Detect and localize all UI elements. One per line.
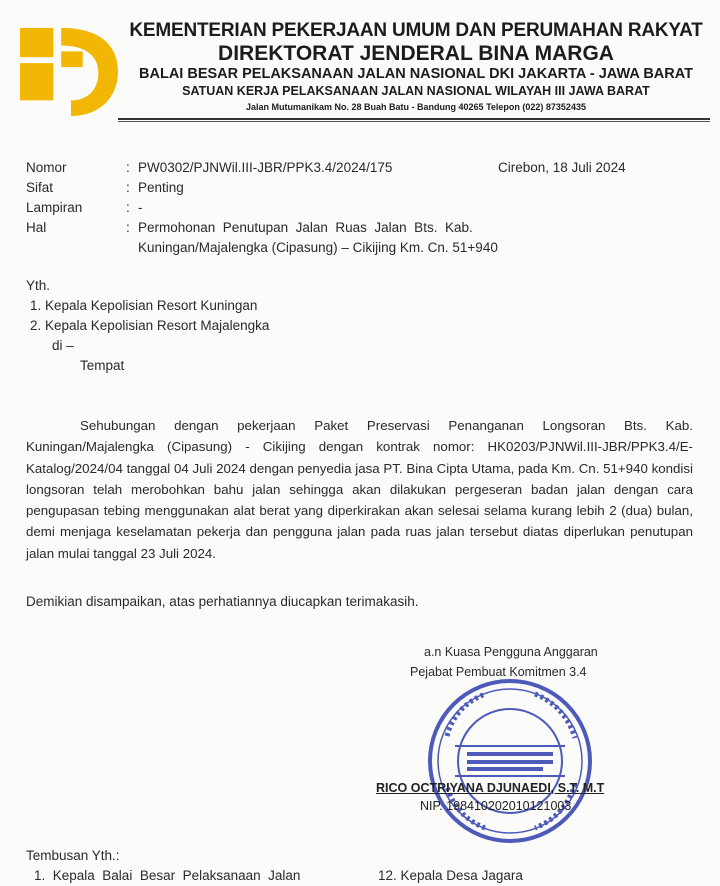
pu-logo-icon xyxy=(20,22,118,120)
lampiran-value: - xyxy=(138,200,143,215)
kop-divider xyxy=(118,118,710,120)
signature-line-1: a.n Kuasa Pengguna Anggaran xyxy=(424,645,598,659)
sifat-value: Penting xyxy=(138,180,184,195)
lampiran-colon: : xyxy=(126,200,130,215)
sifat-colon: : xyxy=(126,180,130,195)
kop-address: Jalan Mutumanikam No. 28 Buah Batu - Bandung 40265 Telepon (022) 87352435 xyxy=(246,102,586,112)
signatory-nip: NIP. 198410202010121003 xyxy=(420,799,572,813)
di-label: di – xyxy=(52,338,74,353)
cc-title: Tembusan Yth.: xyxy=(26,848,120,863)
yth-label: Yth. xyxy=(26,278,51,293)
recipient-2: 2. Kepala Kepolisian Resort Majalengka xyxy=(30,318,270,333)
sifat-label: Sifat xyxy=(26,180,54,195)
tempat-label: Tempat xyxy=(80,358,125,373)
body-paragraph: Sehubungan dengan pekerjaan Paket Preservasi Penanganan Longsoran Bts. Kab. Kuningan/Majalengka (Cipasung) - Cikijing dengan kontrak nomor: HK0203/PJNWil.III-JBR/PPK3.4/E-Katalog/2024/04 tanggal 04 Juli 2024 dengan penyedia jasa PT. Bina Cipta Utama, pada Km. Cn. 51+940 kondisi longsoran telah merobohkan bahu jalan sehingga akan dilakukan pergeseran badan jalan dengan cara pengupasan tebing menggunakan alat berat yang diperkirakan akan selesai selama kurang lebih 2 (dua) bulan, demi menjaga keselamatan pekerja dan pengguna jalan pada ruas jalan tersebut diatas diperlukan penutupan jalan mulai tanggal 23 Juli 2024. xyxy=(26,418,693,561)
nomor-value: PW0302/PJNWil.III-JBR/PPK3.4/2024/175 xyxy=(138,160,393,175)
letter-date: Cirebon, 18 Juli 2024 xyxy=(498,160,626,175)
hal-value-line-1: Permohonan Penutupan Jalan Ruas Jalan Bts. Kab. xyxy=(138,220,473,235)
kop-line-1: KEMENTERIAN PEKERJAAN UMUM DAN PERUMAHAN RAKYAT xyxy=(129,20,703,41)
signature-line-2: Pejabat Pembuat Komitmen 3.4 xyxy=(410,665,587,679)
kop-line-2: DIREKTORAT JENDERAL BINA MARGA xyxy=(218,42,614,65)
official-stamp-icon xyxy=(425,676,595,846)
recipient-1: 1. Kepala Kepolisian Resort Kuningan xyxy=(30,298,258,313)
nomor-label: Nomor xyxy=(26,160,67,175)
kop-divider-thin xyxy=(118,121,710,122)
hal-colon: : xyxy=(126,220,130,235)
signatory-name: RICO OCTRIYANA DJUNAEDI, S.T. M.T xyxy=(376,781,605,795)
kop-line-3: BALAI BESAR PELAKSANAAN JALAN NASIONAL DKI JAKARTA - JAWA BARAT xyxy=(139,66,693,82)
cc-item-1: 1. Kepala Balai Besar Pelaksanaan Jalan xyxy=(34,868,301,883)
closing-sentence: Demikian disampaikan, atas perhatiannya diucapkan terimakasih. xyxy=(26,594,419,609)
cc-item-12: 12. Kepala Desa Jagara xyxy=(378,868,523,883)
lampiran-label: Lampiran xyxy=(26,200,83,215)
hal-value-line-2: Kuningan/Majalengka (Cipasung) – Cikijing Km. Cn. 51+940 xyxy=(138,240,498,255)
kop-line-4: SATUAN KERJA PELAKSANAAN JALAN NASIONAL WILAYAH III JAWA BARAT xyxy=(182,84,650,98)
hal-label: Hal xyxy=(26,220,47,235)
nomor-colon: : xyxy=(126,160,130,175)
